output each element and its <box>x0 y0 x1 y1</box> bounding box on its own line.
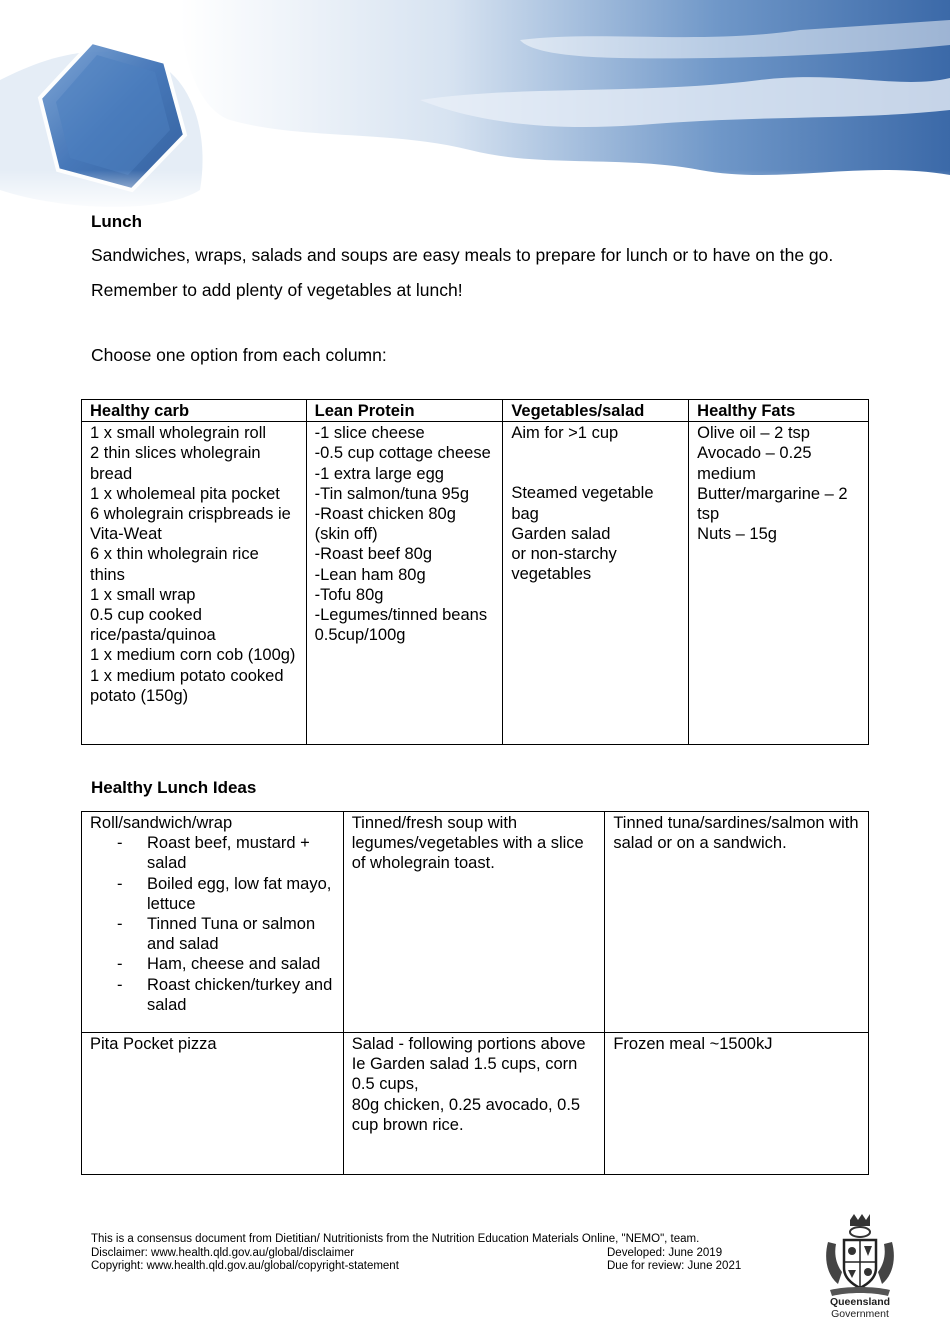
column-header: Vegetables/salad <box>503 400 689 422</box>
frozen-meal-cell: Frozen meal ~1500kJ <box>605 1033 869 1175</box>
tuna-cell: Tinned tuna/sardines/salmon with salad or on a sandwich. <box>605 812 869 1033</box>
list-item: 6 x thin wholegrain rice thins <box>90 545 259 584</box>
list-item: Steamed vegetable bag <box>511 484 654 523</box>
list-item: - Roast beef, mustard + salad <box>90 833 335 873</box>
list-item: Avocado – 0.25 medium <box>697 444 812 483</box>
lunch-ideas-table <box>81 811 869 1175</box>
disclaimer-link[interactable]: Disclaimer: www.health.qld.gov.au/global/disclaimer <box>91 1246 355 1259</box>
list-item: -1 extra large egg <box>314 464 444 483</box>
list-item: - Roast chicken/turkey and salad <box>90 975 335 1015</box>
lean-protein-cell <box>306 422 503 745</box>
ideas-title: Healthy Lunch Ideas <box>91 778 257 797</box>
list-item: 1 x small wholegrain roll <box>90 424 267 443</box>
table-header-row <box>82 400 869 422</box>
list-item: 6 wholegrain crispbreads ie Vita-Weat <box>90 505 291 544</box>
column-header: Healthy Fats <box>689 400 869 422</box>
lunch-options-table <box>81 399 869 745</box>
list-item: -Roast chicken 80g (skin off) <box>314 505 456 544</box>
instruction-text: Choose one option from each column: <box>91 345 387 365</box>
list-item: - Tinned Tuna or salmon and salad <box>90 914 335 954</box>
list-item: Butter/margarine – 2 tsp <box>697 484 848 524</box>
list-item: 80g chicken, 0.25 avocado, 0.5 cup brown rice. <box>351 1095 581 1134</box>
column-header: Healthy carb <box>82 400 307 422</box>
cell-title: Roll/sandwich/wrap <box>90 814 233 832</box>
footer <box>91 1233 791 1274</box>
list-item: 1 x small wrap <box>90 585 196 604</box>
list-item: 1 x medium corn cob (100g) <box>90 646 296 665</box>
list-item: -Tin salmon/tuna 95g <box>314 484 470 503</box>
table-row <box>82 1033 869 1175</box>
developed-date: Developed: June 2019 <box>607 1246 723 1259</box>
column-header: Lean Protein <box>306 400 503 422</box>
review-date: Due for review: June 2021 <box>607 1260 742 1272</box>
table-row <box>82 812 869 1033</box>
list-item: 0.5 cup cooked rice/pasta/quinoa <box>90 606 216 645</box>
list-item: 1 x wholemeal pita pocket <box>90 484 280 503</box>
header-banner <box>0 0 950 215</box>
pita-pizza-cell: Pita Pocket pizza <box>82 1033 344 1175</box>
list-item: 2 thin slices wholegrain bread <box>90 444 261 483</box>
healthy-carb-cell <box>82 422 307 745</box>
list-item: -0.5 cup cottage cheese <box>314 444 491 463</box>
list-item: -Tofu 80g <box>314 585 384 604</box>
salad-cell <box>343 1033 605 1175</box>
list-item: Aim for >1 cup <box>511 424 619 443</box>
list-item: -Roast beef 80g <box>314 545 433 564</box>
healthy-fats-cell <box>689 422 869 745</box>
roll-sandwich-cell <box>82 812 344 1033</box>
list-item: Ie Garden salad 1.5 cups, corn 0.5 cups, <box>351 1055 578 1094</box>
list-item: -1 slice cheese <box>314 424 425 443</box>
intro-text: Sandwiches, wraps, salads and soups are easy meals to prepare for lunch or to have on the go. Remember to add plenty of vegetables at lunch! <box>91 245 834 300</box>
roll-list <box>90 833 335 1015</box>
list-item: or non-starchy vegetables <box>511 545 617 584</box>
list-item: Nuts – 15g <box>697 525 777 544</box>
list-item: Garden salad <box>511 524 611 543</box>
list-item: -Lean ham 80g <box>314 565 426 584</box>
logo-line-1: Queensland <box>829 1296 891 1308</box>
list-item: Salad - following portions above <box>351 1035 586 1053</box>
list-item: -Legumes/tinned beans 0.5cup/100g <box>314 606 488 645</box>
list-item: - Ham, cheese and salad <box>90 954 335 974</box>
list-item: 1 x medium potato cooked potato (150g) <box>90 666 284 705</box>
table-row <box>82 422 869 745</box>
list-item: - Boiled egg, low fat mayo, lettuce <box>90 874 335 914</box>
section-title: Lunch <box>91 212 142 231</box>
logo-line-2: Government <box>831 1308 889 1320</box>
footer-consensus: This is a consensus document from Dietitian/ Nutritionists from the Nutrition Education Materials Online, "NEMO", team. <box>91 1233 700 1245</box>
soup-cell: Tinned/fresh soup with legumes/vegetables with a slice of wholegrain toast. <box>343 812 605 1033</box>
list-item: Olive oil – 2 tsp <box>697 424 810 443</box>
copyright-link[interactable]: Copyright: www.health.qld.gov.au/global/copyright-statement <box>91 1260 399 1272</box>
vegetables-cell <box>503 422 689 745</box>
